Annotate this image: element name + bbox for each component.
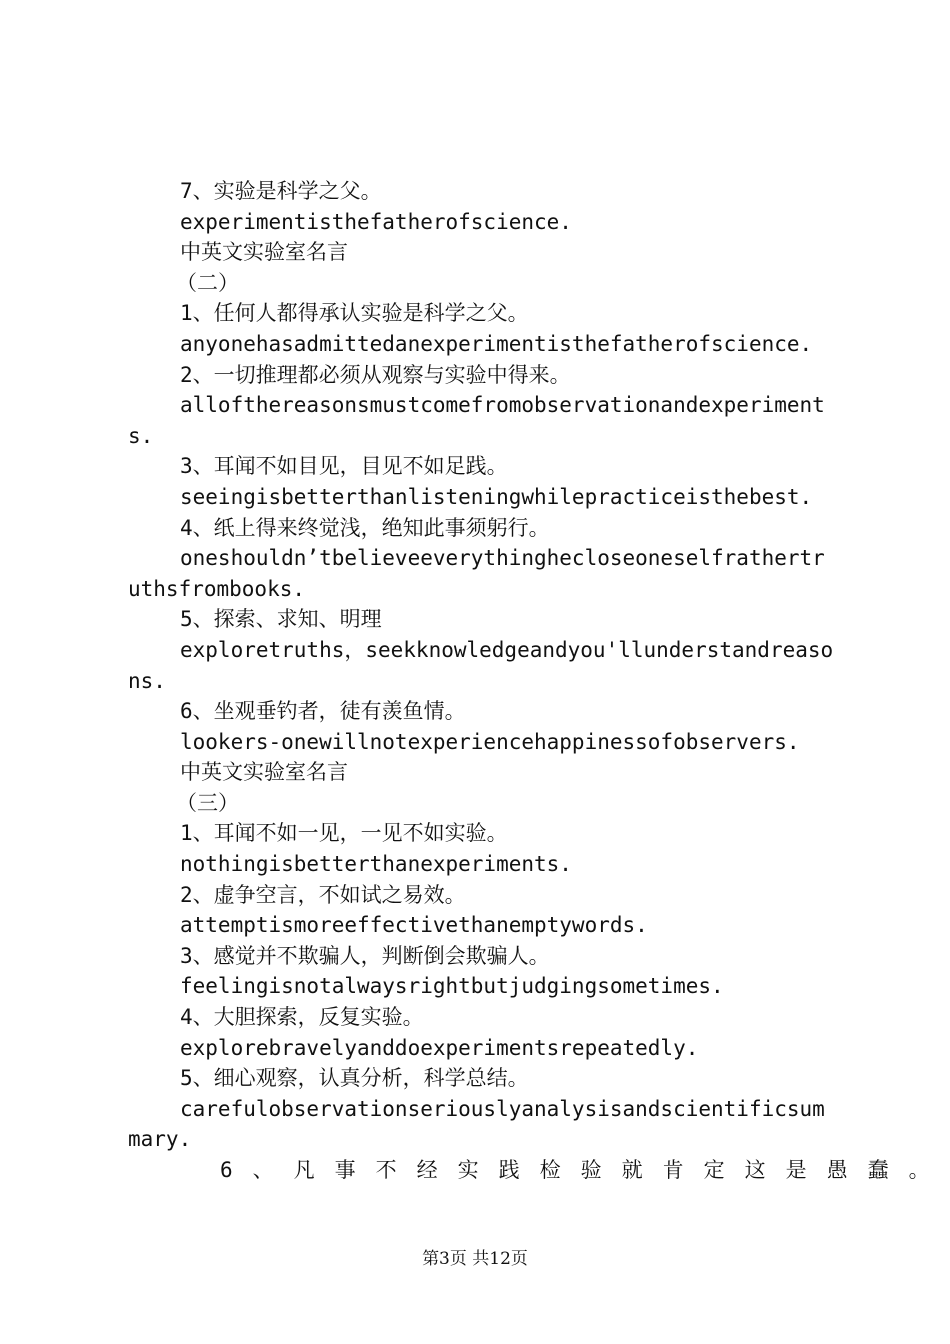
section-heading: 中英文实验室名言	[180, 240, 348, 265]
text-line: attemptismoreeffectivethanemptywords.	[180, 913, 648, 938]
text-line: 3、感觉并不欺骗人，判断倒会欺骗人。	[180, 943, 550, 968]
page-footer: 第3页 共12页	[422, 1249, 528, 1269]
text-line: carefulobservationseriouslyanalysisandscientificsummary.	[128, 1096, 825, 1152]
text-line: explorebravelyanddoexperimentsrepeatedly.	[180, 1035, 699, 1060]
text-line: 5、细心观察，认真分析，科学总结。	[180, 1066, 529, 1091]
text-line: lookers-onewillnotexperiencehappinessofobservers.	[180, 729, 800, 754]
text-line: experimentisthefatherofscience.	[180, 209, 572, 234]
text-line: oneshouldn’tbelieveeverythinghecloseoneselfrathertruthsfrombooks.	[128, 546, 825, 601]
text-line: nothingisbetterthanexperiments.	[180, 852, 572, 877]
text-line: 7、实验是科学之父。	[180, 179, 382, 203]
section-heading: 中英文实验室名言	[180, 760, 348, 785]
text-line: 6、凡事不经实践检验就肯定这是愚蠢。	[220, 1158, 950, 1182]
text-line: seeingisbetterthanlisteningwhilepracticeisthebest.	[180, 484, 813, 509]
text-line: anyonehasadmittedanexperimentisthefatherofscience.	[180, 331, 813, 356]
document-body	[128, 176, 950, 1186]
text-line: 5、探索、求知、明理	[180, 607, 382, 632]
text-line: feelingisnotalwaysrightbutjudgingsometimes.	[180, 974, 724, 999]
section-number: （二）	[176, 270, 239, 295]
text-line: 1、耳闻不如一见，一见不如实验。	[180, 821, 508, 846]
text-line: 6、坐观垂钓者，徒有羡鱼情。	[180, 699, 466, 724]
section-number: （三）	[176, 790, 239, 815]
text-line: 2、一切推理都必须从观察与实验中得来。	[180, 362, 571, 387]
text-line: 2、虚争空言，不如试之易效。	[180, 882, 466, 907]
text-line: 3、耳闻不如目见，目见不如足践。	[180, 454, 508, 479]
text-line: 4、纸上得来终觉浅，绝知此事须躬行。	[180, 515, 550, 540]
text-line: 1、任何人都得承认实验是科学之父。	[180, 301, 529, 326]
text-line: exploretruths，seekknowledgeandyou'llunderstandreasons.	[128, 637, 834, 693]
text-line: 4、大胆探索，反复实验。	[180, 1005, 424, 1030]
text-line: allofthereasonsmustcomefromobservationandexperiments.	[128, 393, 825, 448]
